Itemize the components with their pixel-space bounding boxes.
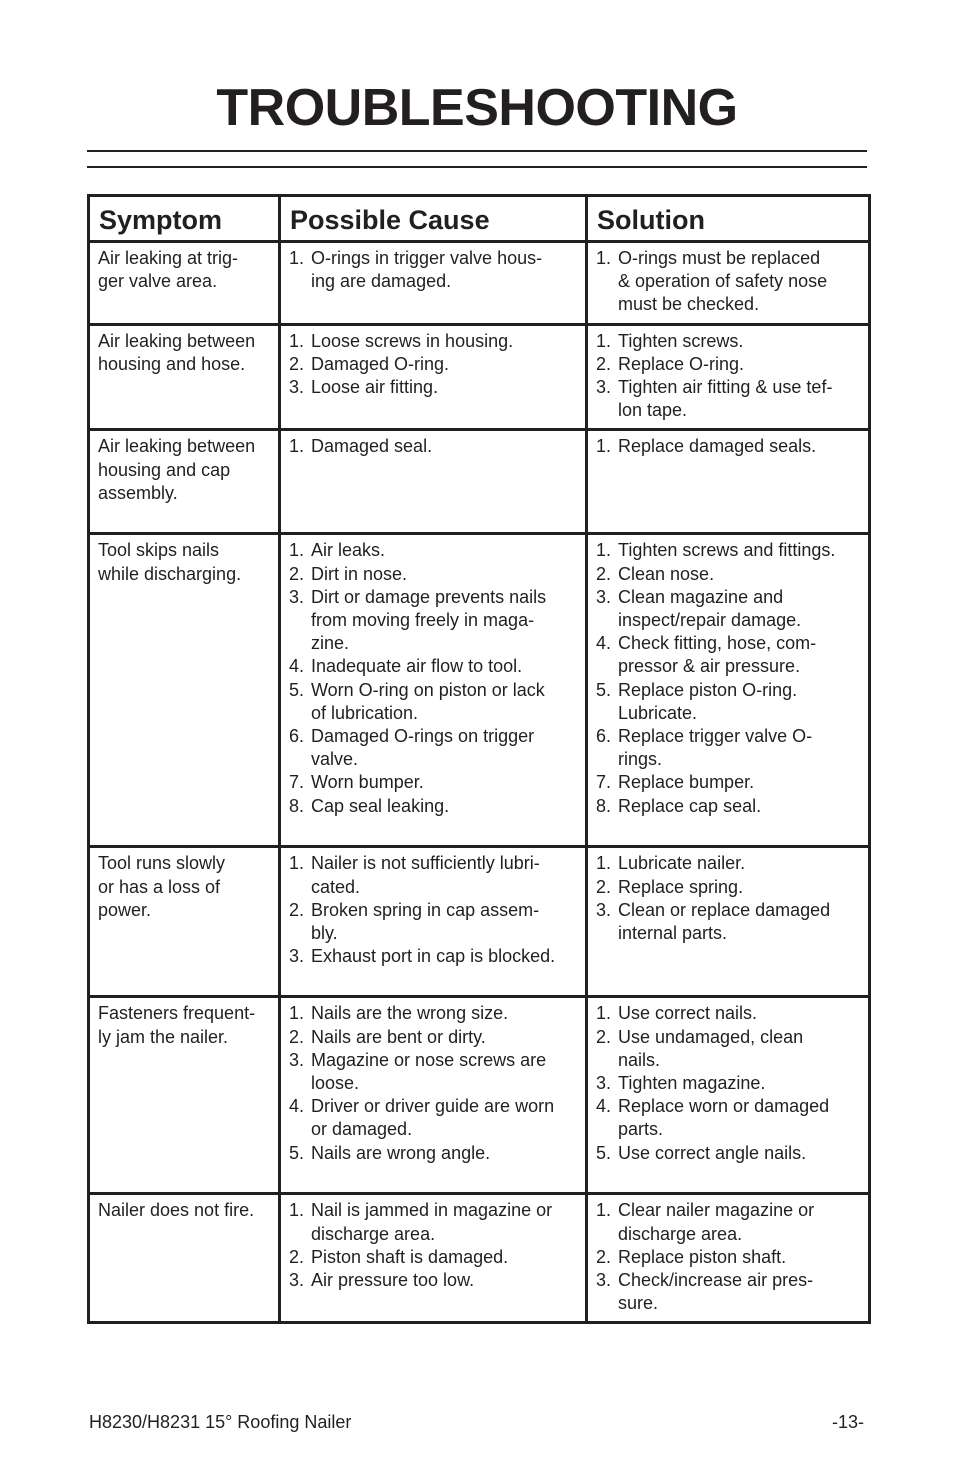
solution-item-text: Replace piston O-ring. Lubricate. [618, 679, 798, 723]
symptom-text: Air leaking at trig- ger valve area. [98, 248, 239, 292]
cause-item-number: 7. [289, 772, 305, 793]
solution-item [596, 876, 860, 899]
cause-item-number: 2. [289, 899, 305, 920]
symptom-cell [89, 1194, 280, 1323]
solution-item [596, 539, 860, 562]
solution-cell [587, 430, 870, 534]
symptom-text: Air leaking between housing and cap assembly. [98, 436, 256, 503]
cause-item-number: 1. [289, 540, 305, 561]
solution-item-text: Use correct nails. [618, 1003, 758, 1024]
cause-item [289, 586, 577, 656]
solution-item [596, 563, 860, 586]
header-symptom: Symptom [89, 196, 280, 242]
symptom-cell [89, 242, 280, 325]
header-possible-cause: Possible Cause [280, 196, 587, 242]
solution-cell [587, 1194, 870, 1323]
solution-item [596, 725, 860, 771]
cause-item [289, 330, 577, 353]
solution-list [596, 247, 860, 317]
cause-item-text: Nails are the wrong size. [311, 1003, 509, 1024]
cause-item-text: O-rings in trigger valve hous- ing are damaged. [311, 248, 543, 292]
footer-page-number: -13- [831, 1412, 864, 1432]
cause-item-number: 5. [289, 679, 305, 700]
solution-cell [587, 534, 870, 847]
solution-item-number: 2. [596, 563, 612, 584]
cause-item [289, 1026, 577, 1049]
cause-list [289, 435, 577, 458]
symptom-cell [89, 847, 280, 997]
cause-cell [280, 1194, 587, 1323]
solution-item [596, 771, 860, 794]
solution-item [596, 1269, 860, 1315]
cause-item [289, 1049, 577, 1095]
solution-item-number: 1. [596, 436, 612, 457]
symptom-text: Air leaking between housing and hose. [98, 330, 256, 374]
cause-item-number: 5. [289, 1142, 305, 1163]
table-row [89, 430, 870, 534]
solution-item-number: 3. [596, 899, 612, 920]
solution-item [596, 1002, 860, 1025]
cause-item [289, 945, 577, 968]
cause-item [289, 247, 577, 293]
solution-item-text: Replace cap seal. [618, 795, 762, 816]
symptom-cell [89, 534, 280, 847]
solution-item-number: 1. [596, 540, 612, 561]
cause-item [289, 1002, 577, 1025]
solution-item-text: Check fitting, hose, com- pressor & air pressure. [618, 633, 817, 677]
solution-item [596, 435, 860, 458]
cause-item-text: Nails are wrong angle. [311, 1142, 491, 1163]
table-row [89, 997, 870, 1194]
cause-list [289, 247, 577, 293]
solution-item-number: 4. [596, 1096, 612, 1117]
cause-item-text: Nails are bent or dirty. [311, 1026, 486, 1047]
cause-item-text: Cap seal leaking. [311, 795, 450, 816]
solution-item-text: Clear nailer magazine or discharge area. [618, 1200, 815, 1244]
cause-item-text: Damaged seal. [311, 436, 433, 457]
cause-item-number: 2. [289, 563, 305, 584]
cause-item-number: 4. [289, 656, 305, 677]
solution-item-text: Replace piston shaft. [618, 1246, 787, 1267]
solution-item-number: 1. [596, 248, 612, 268]
footer-product-name: H8230/H8231 15° Roofing Nailer [89, 1412, 352, 1432]
solution-item-text: Tighten magazine. [618, 1073, 766, 1094]
cause-item-number: 6. [289, 726, 305, 747]
solution-cell [587, 847, 870, 997]
solution-cell [587, 242, 870, 325]
cause-item [289, 1269, 577, 1292]
solution-item [596, 586, 860, 632]
solution-item [596, 1095, 860, 1141]
solution-item [596, 632, 860, 678]
cause-item [289, 725, 577, 771]
cause-item-number: 3. [289, 1049, 305, 1070]
cause-item-text: Exhaust port in cap is blocked. [311, 946, 556, 967]
cause-item-text: Broken spring in cap assem- bly. [311, 899, 540, 944]
table-row [89, 242, 870, 325]
solution-item [596, 899, 860, 945]
solution-item-text: Lubricate nailer. [618, 853, 746, 874]
table-row [89, 847, 870, 997]
page-title: TROUBLESHOOTING [216, 79, 738, 137]
solution-item-number: 2. [596, 1026, 612, 1047]
cause-item [289, 376, 577, 399]
cause-item-text: Inadequate air flow to tool. [311, 656, 523, 677]
symptom-text: Tool skips nails while discharging. [98, 540, 242, 584]
cause-item-number: 2. [289, 353, 305, 374]
solution-item-number: 1. [596, 1200, 612, 1221]
solution-item-number: 3. [596, 1270, 612, 1291]
symptom-cell [89, 324, 280, 430]
cause-item-number: 3. [289, 377, 305, 398]
cause-item-number: 8. [289, 795, 305, 816]
symptom-text: Fasteners frequent- ly jam the nailer. [98, 1003, 256, 1047]
cause-item [289, 771, 577, 794]
cause-item-text: Damaged O-ring. [311, 353, 450, 374]
solution-item-number: 8. [596, 795, 612, 816]
cause-item-text: Loose screws in housing. [311, 330, 514, 351]
table-row [89, 1194, 870, 1323]
solution-item-text: Replace bumper. [618, 772, 755, 793]
cause-item-text: Piston shaft is damaged. [311, 1246, 509, 1267]
table-row [89, 324, 870, 430]
cause-item [289, 353, 577, 376]
cause-item-number: 1. [289, 436, 305, 457]
solution-item [596, 330, 860, 353]
cause-cell [280, 242, 587, 325]
solution-item-text: Clean nose. [618, 563, 715, 584]
cause-item-text: Worn bumper. [311, 772, 424, 793]
solution-item-text: Use correct angle nails. [618, 1142, 807, 1163]
solution-cell [587, 324, 870, 430]
solution-item-number: 3. [596, 586, 612, 607]
cause-list [289, 1199, 577, 1292]
cause-item-number: 2. [289, 1026, 305, 1047]
cause-item-text: Dirt in nose. [311, 563, 408, 584]
cause-item-number: 1. [289, 248, 305, 268]
solution-item [596, 1199, 860, 1245]
solution-item-number: 2. [596, 353, 612, 374]
solution-item [596, 1072, 860, 1095]
cause-item-text: Dirt or damage prevents nails from moving freely in maga- zine. [311, 586, 547, 654]
solution-item [596, 795, 860, 818]
cause-item [289, 852, 577, 898]
symptom-text: Tool runs slowly or has a loss of power. [98, 853, 226, 920]
table-row [89, 534, 870, 847]
solution-cell [587, 997, 870, 1194]
solution-item [596, 376, 860, 422]
cause-item-number: 4. [289, 1096, 305, 1117]
cause-cell [280, 324, 587, 430]
cause-cell [280, 997, 587, 1194]
solution-item-number: 5. [596, 679, 612, 700]
solution-list [596, 435, 860, 458]
solution-item-text: Clean or replace damaged internal parts. [618, 899, 831, 944]
cause-item-text: Nail is jammed in magazine or discharge area. [311, 1200, 553, 1244]
solution-item-number: 1. [596, 330, 612, 351]
cause-item [289, 1246, 577, 1269]
solution-item-number: 7. [596, 772, 612, 793]
cause-item [289, 899, 577, 945]
solution-item-text: Replace O-ring. [618, 353, 745, 374]
solution-item [596, 1142, 860, 1165]
solution-item-text: Use undamaged, clean nails. [618, 1026, 804, 1070]
solution-list [596, 852, 860, 945]
header-solution: Solution [587, 196, 870, 242]
header-rule-bottom [87, 166, 867, 168]
solution-list [596, 1002, 860, 1164]
solution-item [596, 852, 860, 875]
solution-item-text: Tighten air fitting & use tef- lon tape. [618, 377, 833, 421]
cause-item [289, 1199, 577, 1245]
symptom-cell [89, 997, 280, 1194]
cause-list [289, 330, 577, 400]
cause-item [289, 655, 577, 678]
cause-list [289, 539, 577, 817]
solution-list [596, 539, 860, 817]
solution-item-number: 2. [596, 1246, 612, 1267]
cause-item-number: 1. [289, 330, 305, 351]
solution-item [596, 353, 860, 376]
cause-item-text: Magazine or nose screws are loose. [311, 1049, 547, 1094]
solution-item-number: 6. [596, 726, 612, 747]
solution-item-number: 4. [596, 633, 612, 654]
solution-item-text: O-rings must be replaced & operation of safety nose must be checked. [618, 248, 828, 315]
solution-item [596, 1026, 860, 1072]
solution-item-number: 5. [596, 1142, 612, 1163]
cause-cell [280, 534, 587, 847]
solution-item-text: Tighten screws and fittings. [618, 540, 836, 561]
cause-item [289, 1095, 577, 1141]
cause-item-text: Nailer is not sufficiently lubri- cated. [311, 853, 540, 897]
solution-item [596, 1246, 860, 1269]
cause-item-number: 1. [289, 1200, 305, 1221]
cause-item [289, 1142, 577, 1165]
cause-cell [280, 847, 587, 997]
cause-list [289, 1002, 577, 1164]
solution-item-text: Replace worn or damaged parts. [618, 1096, 830, 1140]
symptom-cell [89, 430, 280, 534]
solution-item-number: 3. [596, 377, 612, 398]
cause-item [289, 539, 577, 562]
symptom-text: Nailer does not fire. [98, 1200, 255, 1221]
cause-item-number: 1. [289, 853, 305, 874]
solution-item-number: 1. [596, 853, 612, 874]
cause-item-text: Driver or driver guide are worn or damaged. [311, 1096, 555, 1140]
cause-item [289, 435, 577, 458]
cause-item [289, 795, 577, 818]
solution-item-number: 1. [596, 1003, 612, 1024]
cause-item-number: 1. [289, 1003, 305, 1024]
cause-item-number: 3. [289, 586, 305, 607]
solution-item-text: Tighten screws. [618, 330, 744, 351]
cause-item-text: Air leaks. [311, 540, 386, 561]
cause-item-number: 3. [289, 1270, 305, 1291]
cause-item-text: Air pressure too low. [311, 1270, 475, 1291]
header-rule-top [87, 150, 867, 152]
solution-item-text: Replace damaged seals. [618, 436, 817, 457]
solution-item-number: 3. [596, 1073, 612, 1094]
solution-item [596, 247, 860, 317]
solution-item-text: Clean magazine and inspect/repair damage. [618, 586, 802, 631]
cause-item [289, 679, 577, 725]
cause-list [289, 852, 577, 968]
cause-item [289, 563, 577, 586]
cause-item-text: Loose air fitting. [311, 377, 439, 398]
solution-item-number: 2. [596, 876, 612, 897]
solution-list [596, 1199, 860, 1315]
solution-item-text: Check/increase air pres- sure. [618, 1270, 814, 1314]
troubleshooting-table [87, 194, 871, 1324]
cause-item-number: 2. [289, 1246, 305, 1267]
cause-item-text: Damaged O-rings on trigger valve. [311, 726, 535, 770]
table-header-row [89, 196, 870, 242]
cause-cell [280, 430, 587, 534]
cause-item-text: Worn O-ring on piston or lack of lubrication. [311, 679, 545, 723]
solution-item [596, 679, 860, 725]
cause-item-number: 3. [289, 946, 305, 967]
solution-list [596, 330, 860, 423]
solution-item-text: Replace spring. [618, 876, 744, 897]
solution-item-text: Replace trigger valve O- rings. [618, 726, 813, 770]
